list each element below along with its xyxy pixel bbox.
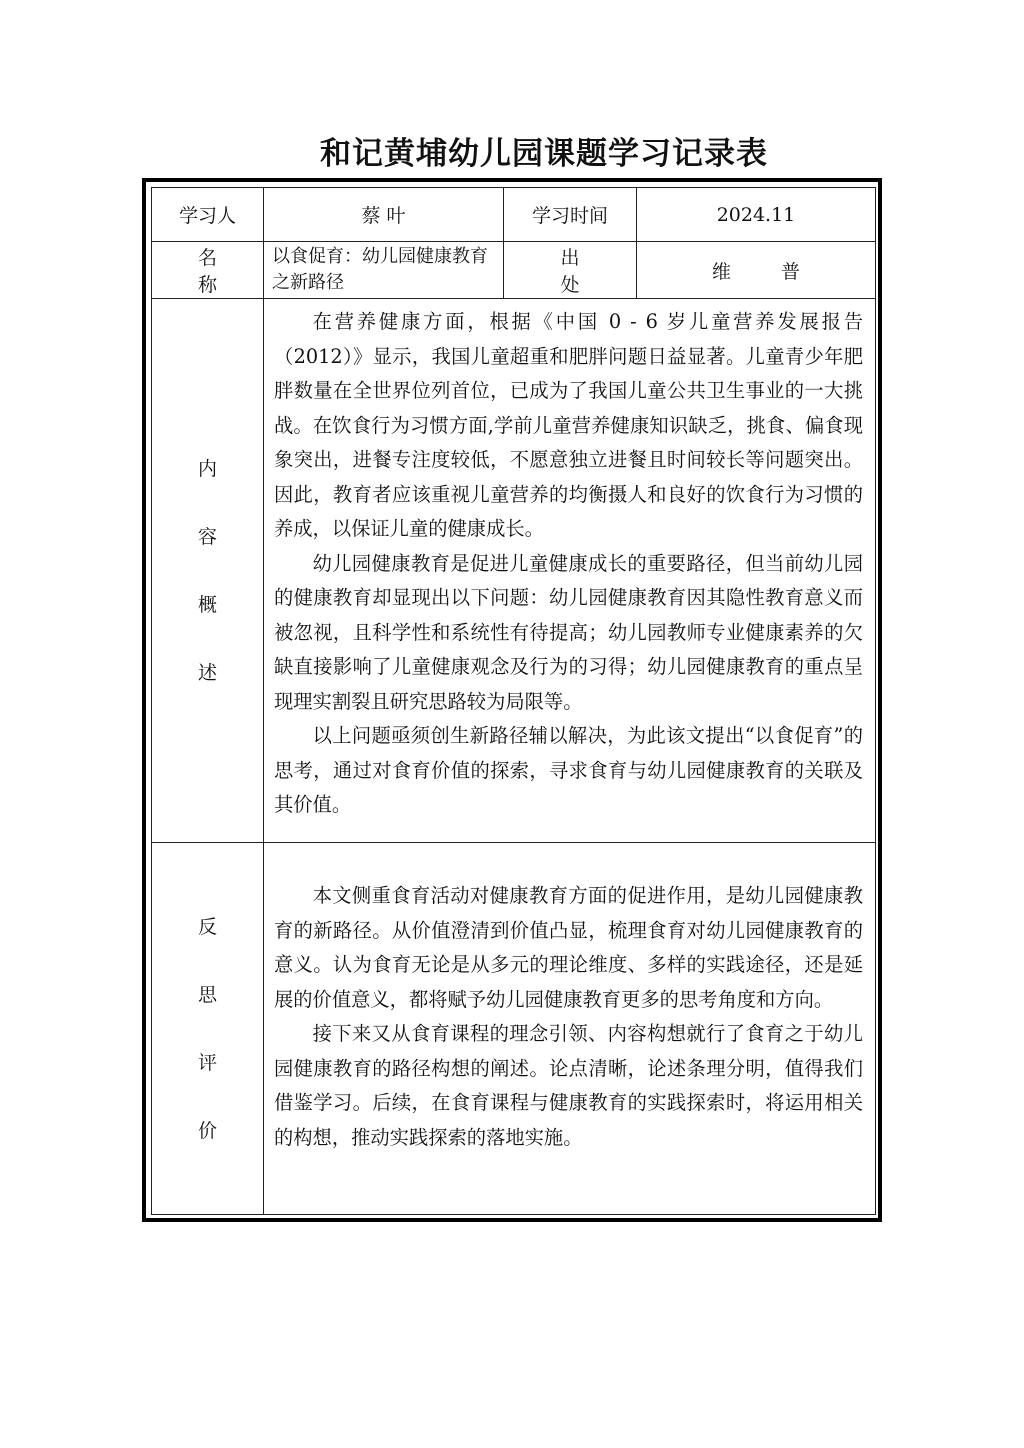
record-table — [151, 187, 876, 1215]
reflection-label — [152, 843, 264, 1215]
content-paragraph: 在营养健康方面，根据《中国 0 - 6 岁儿童营养发展报告（2012）》显示，我国儿童超重和肥胖问题日益显著。儿童青少年肥胖数量在全世界位列首位，已成为了我国儿童公共卫生事业的一大挑战。在饮食行为习惯方面,学前儿童营养健康知识缺乏，挑食、偏食现象突出，进餐专注度较低，不愿意独立进餐且时间较长等问题突出。因此，教育者应该重视儿童营养的均衡摄人和良好的饮食行为习惯的养成，以保证儿童的健康成长。 — [274, 310, 863, 540]
label-char: 评 — [197, 1051, 217, 1074]
label-char: 内 — [197, 457, 217, 480]
reflection-body — [264, 843, 876, 1215]
label-char: 反 — [197, 915, 217, 938]
content-row — [152, 299, 876, 843]
reflection-paragraph: 接下来又从食育课程的理念引领、内容构想就行了食育之于幼儿园健康教育的路径构想的阐述。论点清晰，论述条理分明，值得我们借鉴学习。后续，在食育课程与健康教育的实践探索时，将运用相关的构想，推动实践探索的落地实施。 — [274, 1022, 863, 1149]
study-time-label: 学习时间 — [504, 188, 637, 242]
source-value: 维 普 — [637, 242, 876, 299]
learner-value: 蔡 叶 — [264, 188, 504, 242]
label-char: 述 — [197, 661, 217, 684]
study-time-value: 2024.11 — [637, 188, 876, 242]
content-paragraph: 以上问题亟须创生新路径辅以解决，为此该文提出“以食促育”的思考，通过对食育价值的探索，寻求食育与幼儿园健康教育的关联及其价值。 — [274, 724, 863, 816]
info-row-learner — [152, 188, 876, 242]
content-summary-label — [152, 299, 264, 843]
name-label: 名 称 — [152, 242, 264, 299]
record-table-frame — [142, 178, 882, 1222]
label-char: 价 — [197, 1119, 217, 1142]
reflection-paragraph: 本文侧重食育活动对健康教育方面的促进作用，是幼儿园健康教育的新路径。从价值澄清到价值凸显，梳理食育对幼儿园健康教育的意义。认为食育无论是从多元的理论维度、多样的实践途径，还是延展的价值意义，都将赋予幼儿园健康教育更多的思考角度和方向。 — [274, 884, 863, 1011]
name-value: 以食促育：幼儿园健康教育之新路径 — [264, 242, 504, 299]
label-char: 容 — [197, 525, 217, 548]
reflection-row — [152, 843, 876, 1215]
content-paragraph: 幼儿园健康教育是促进儿童健康成长的重要路径，但当前幼儿园的健康教育却显现出以下问题：幼儿园健康教育因其隐性教育意义而被忽视，且科学性和系统性有待提高；幼儿园教师专业健康素养的欠缺直接影响了儿童健康观念及行为的习得；幼儿园健康教育的重点呈现理实割裂且研究思路较为局限等。 — [274, 551, 863, 713]
content-summary-body — [264, 299, 876, 843]
page-title: 和记黄埔幼儿园课题学习记录表 — [320, 136, 768, 172]
learner-label: 学习人 — [152, 188, 264, 242]
label-char: 思 — [197, 983, 217, 1006]
label-char: 概 — [197, 593, 217, 616]
info-row-title — [152, 242, 876, 299]
source-label: 出 处 — [504, 242, 637, 299]
